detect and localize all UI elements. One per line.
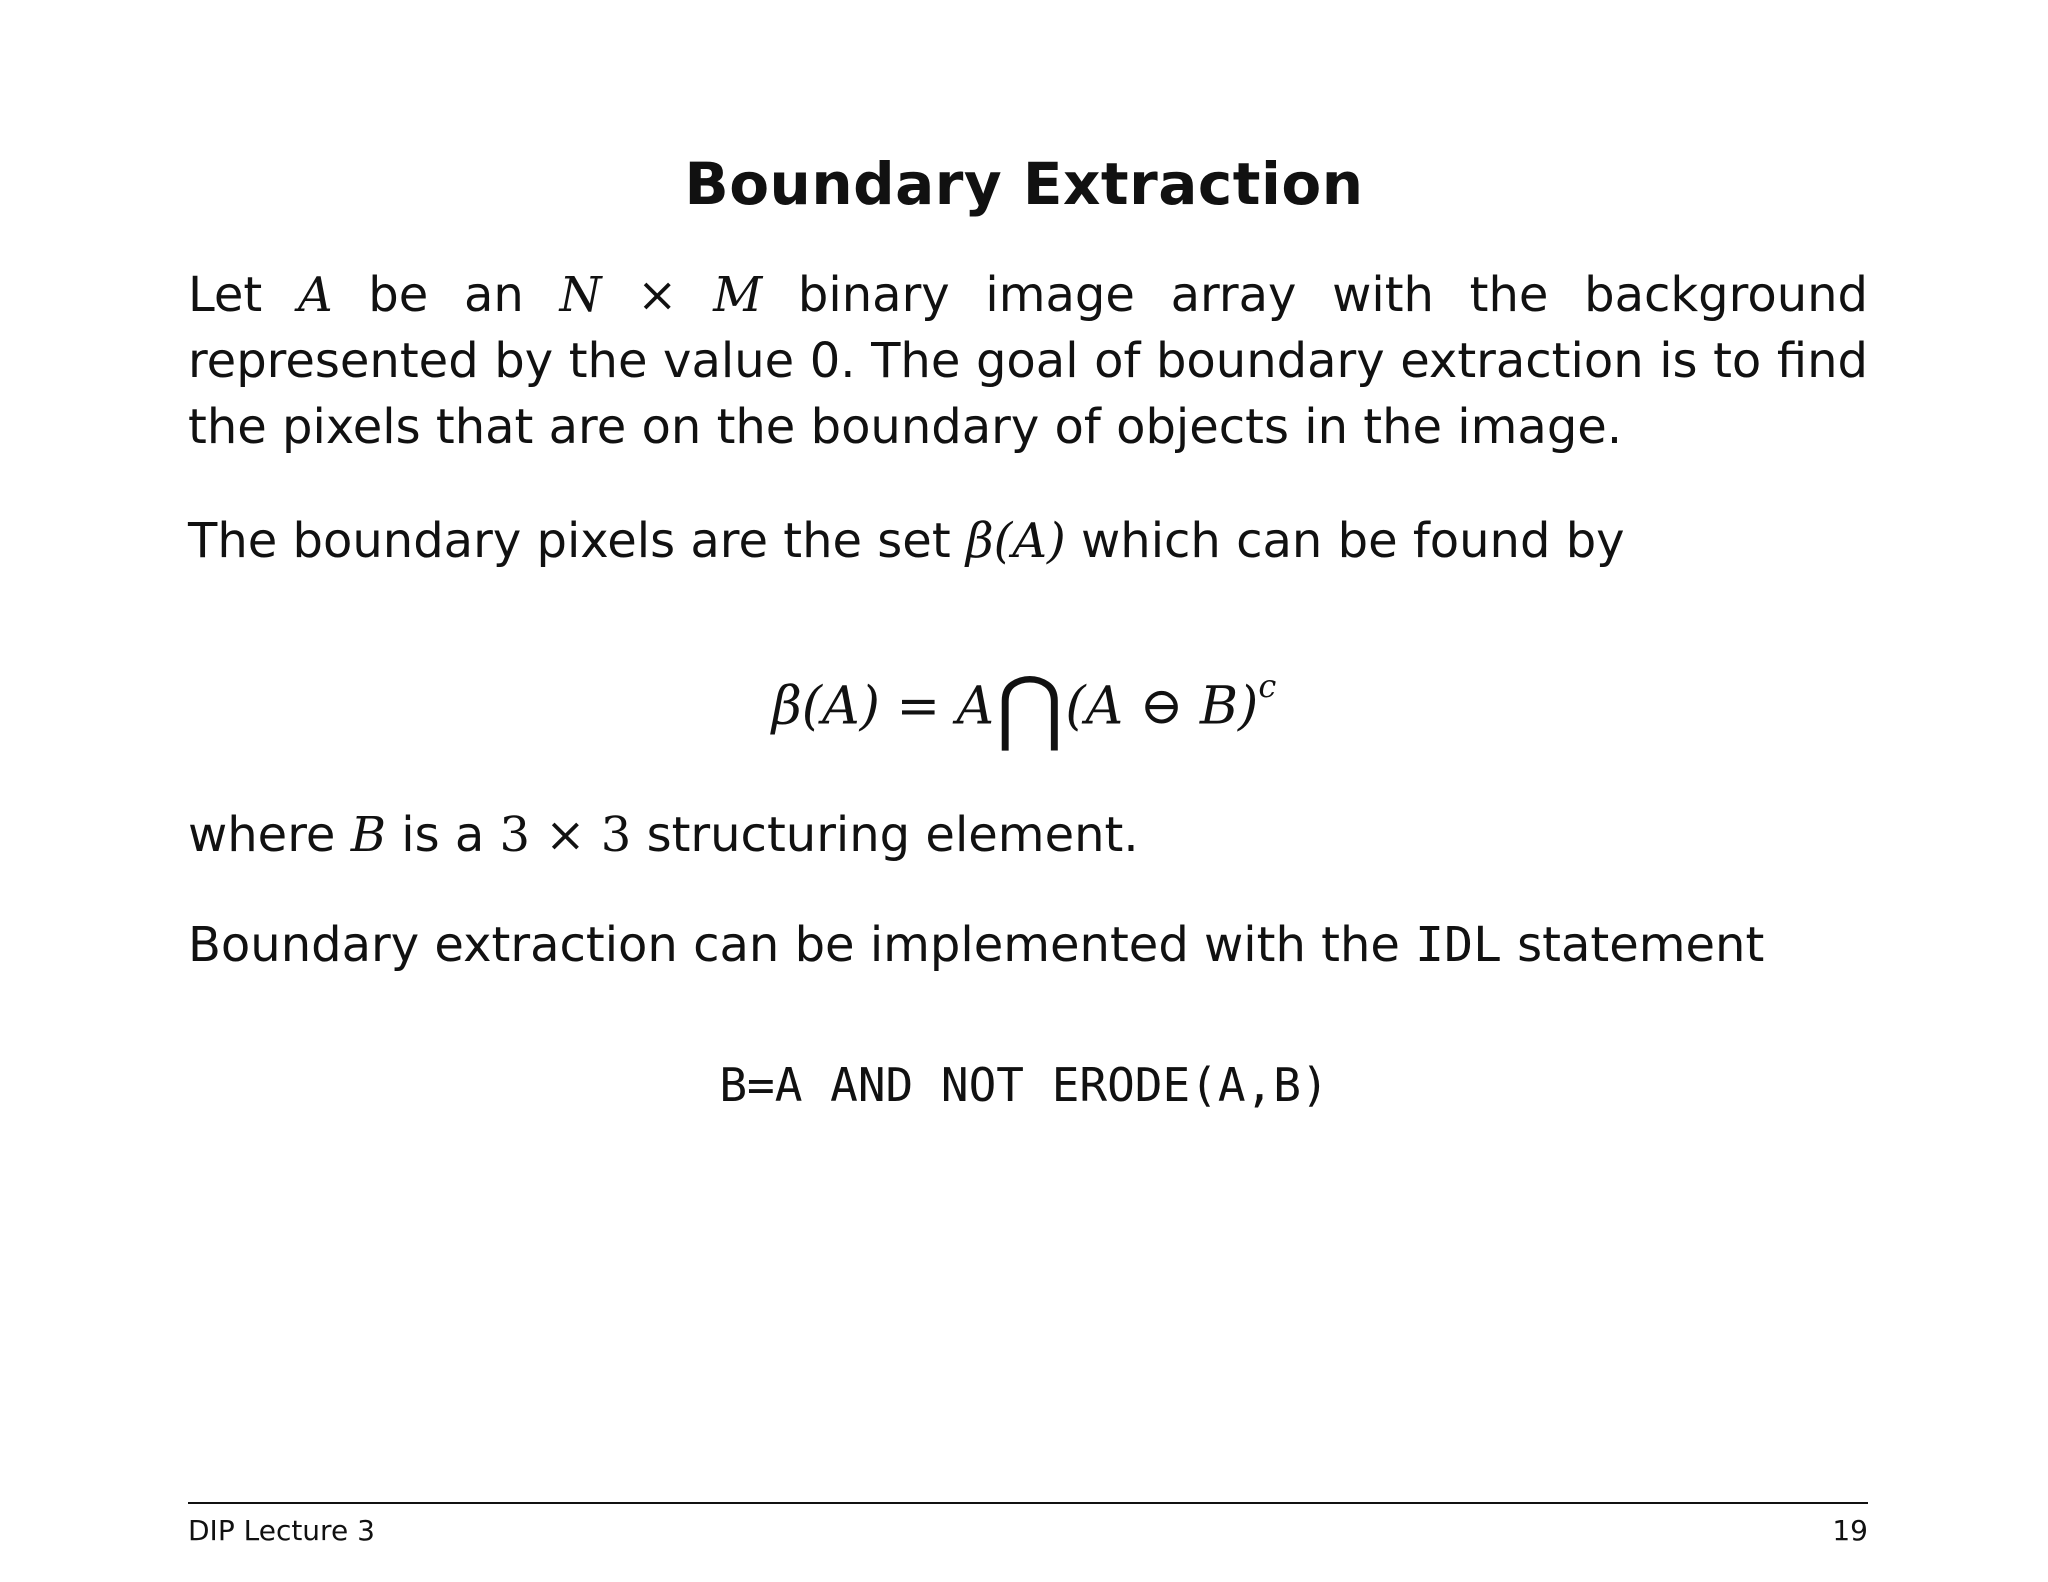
structuring-element-paragraph: [188, 802, 1868, 868]
page-number: 19: [1832, 1514, 1868, 1547]
intro-paragraph: [188, 262, 1868, 460]
text: The boundary pixels are the set: [188, 513, 966, 569]
slide-title: Boundary Extraction: [684, 150, 1364, 218]
math-symbol: N: [559, 267, 602, 323]
footer-lecture-label: DIP Lecture 3: [188, 1514, 375, 1547]
text: structuring element.: [631, 807, 1139, 863]
text: which can be found by: [1065, 513, 1625, 569]
text: is a: [385, 807, 500, 863]
text: Boundary extraction can be implemented with the: [188, 917, 1416, 973]
math-symbol: (A): [993, 513, 1066, 569]
math-symbol: B: [350, 807, 386, 863]
math-symbol: β: [965, 513, 994, 569]
equation-rhs: (A ⊖ B): [1065, 676, 1259, 737]
math-symbol: M: [713, 267, 763, 323]
complement-superscript: c: [1258, 667, 1277, 705]
text: statement: [1501, 917, 1765, 973]
text: Let: [188, 267, 298, 323]
math-operator: ×: [601, 267, 714, 323]
footer-divider: [188, 1502, 1868, 1504]
text: where: [188, 807, 351, 863]
idl-keyword: IDL: [1415, 917, 1502, 973]
equation-lhs: β(A) = A: [771, 676, 995, 737]
text: be an: [332, 267, 560, 323]
boundary-set-paragraph: [188, 508, 1868, 574]
math-dimension: 3 × 3: [499, 807, 632, 863]
text: binary image array with the background represented by the value 0. The goal of boundary extraction is to find the pixels that are on the boundary of objects in the image.: [188, 267, 1869, 455]
boundary-equation: [0, 654, 2048, 756]
implementation-paragraph: [188, 912, 1868, 978]
intersection-symbol: ⋂: [996, 660, 1064, 756]
math-symbol: A: [297, 267, 333, 323]
idl-code-statement: B=A AND NOT ERODE(A,B): [719, 1058, 1329, 1112]
